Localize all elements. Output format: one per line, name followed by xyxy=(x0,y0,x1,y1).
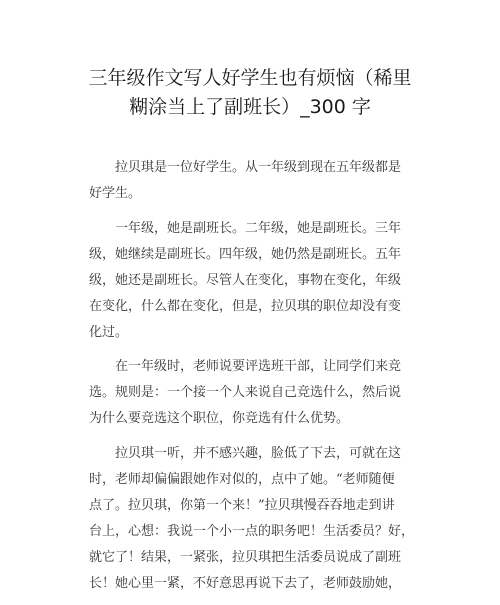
paragraph-1 xyxy=(89,155,419,207)
paragraph-line: 级，她继续是副班长。四年级，她仍然是副班长。五年 xyxy=(89,246,402,262)
paragraph-line: 台上，心想：我说一个小一点的职务吧！生活委员？好， xyxy=(89,523,415,539)
paragraph-line: 在一年级时，老师说要评选班干部，让同学们来竞 xyxy=(89,359,402,374)
paragraph-line: 为什么要竞选这个职位，你竞选有什么优势。 xyxy=(89,411,350,426)
paragraph-3 xyxy=(89,354,419,432)
paragraph-line: 在变化，什么都在变化，但是，拉贝琪的职位却没有变 xyxy=(89,298,402,314)
paragraph-line: 拉贝琪一听，并不感兴趣，脸低了下去，可就在这 xyxy=(89,445,402,461)
paragraph-line: 拉贝琪是一位好学生。从一年级到现在五年级都是 xyxy=(89,160,402,175)
paragraph-2 xyxy=(89,216,419,346)
article-body xyxy=(89,155,419,605)
paragraph-line: 点了。拉贝琪，你第一个来！”拉贝琪慢吞吞地走到讲 xyxy=(89,497,395,513)
title-line-2: 糊涂当上了副班长）_300 字 xyxy=(129,96,371,118)
paragraph-line: 就它了！结果，一紧张，拉贝琪把生活委员说成了副班 xyxy=(89,549,402,565)
title-line-1: 三年级作文写人好学生也有烦恼（稀里 xyxy=(88,67,412,89)
paragraph-line: 级，她还是副班长。尽管人在变化，事物在变化，年级 xyxy=(89,272,402,288)
paragraph-line: 一年级，她是副班长。二年级，她是副班长。三年 xyxy=(89,220,402,236)
article-title xyxy=(0,64,500,122)
paragraph-4 xyxy=(89,441,419,597)
paragraph-line: 化过。 xyxy=(89,324,129,340)
paragraph-line: 长！她心里一紧，不好意思再说下去了，老师鼓励她， xyxy=(89,575,402,591)
paragraph-line: 好学生。 xyxy=(89,186,142,201)
paragraph-line: 选。规则是：一个接一个人来说自己竞选什么，然后说 xyxy=(89,385,402,400)
paragraph-line: 时，老师却偏偏跟她作对似的，点中了她。“老师随便 xyxy=(89,471,395,487)
